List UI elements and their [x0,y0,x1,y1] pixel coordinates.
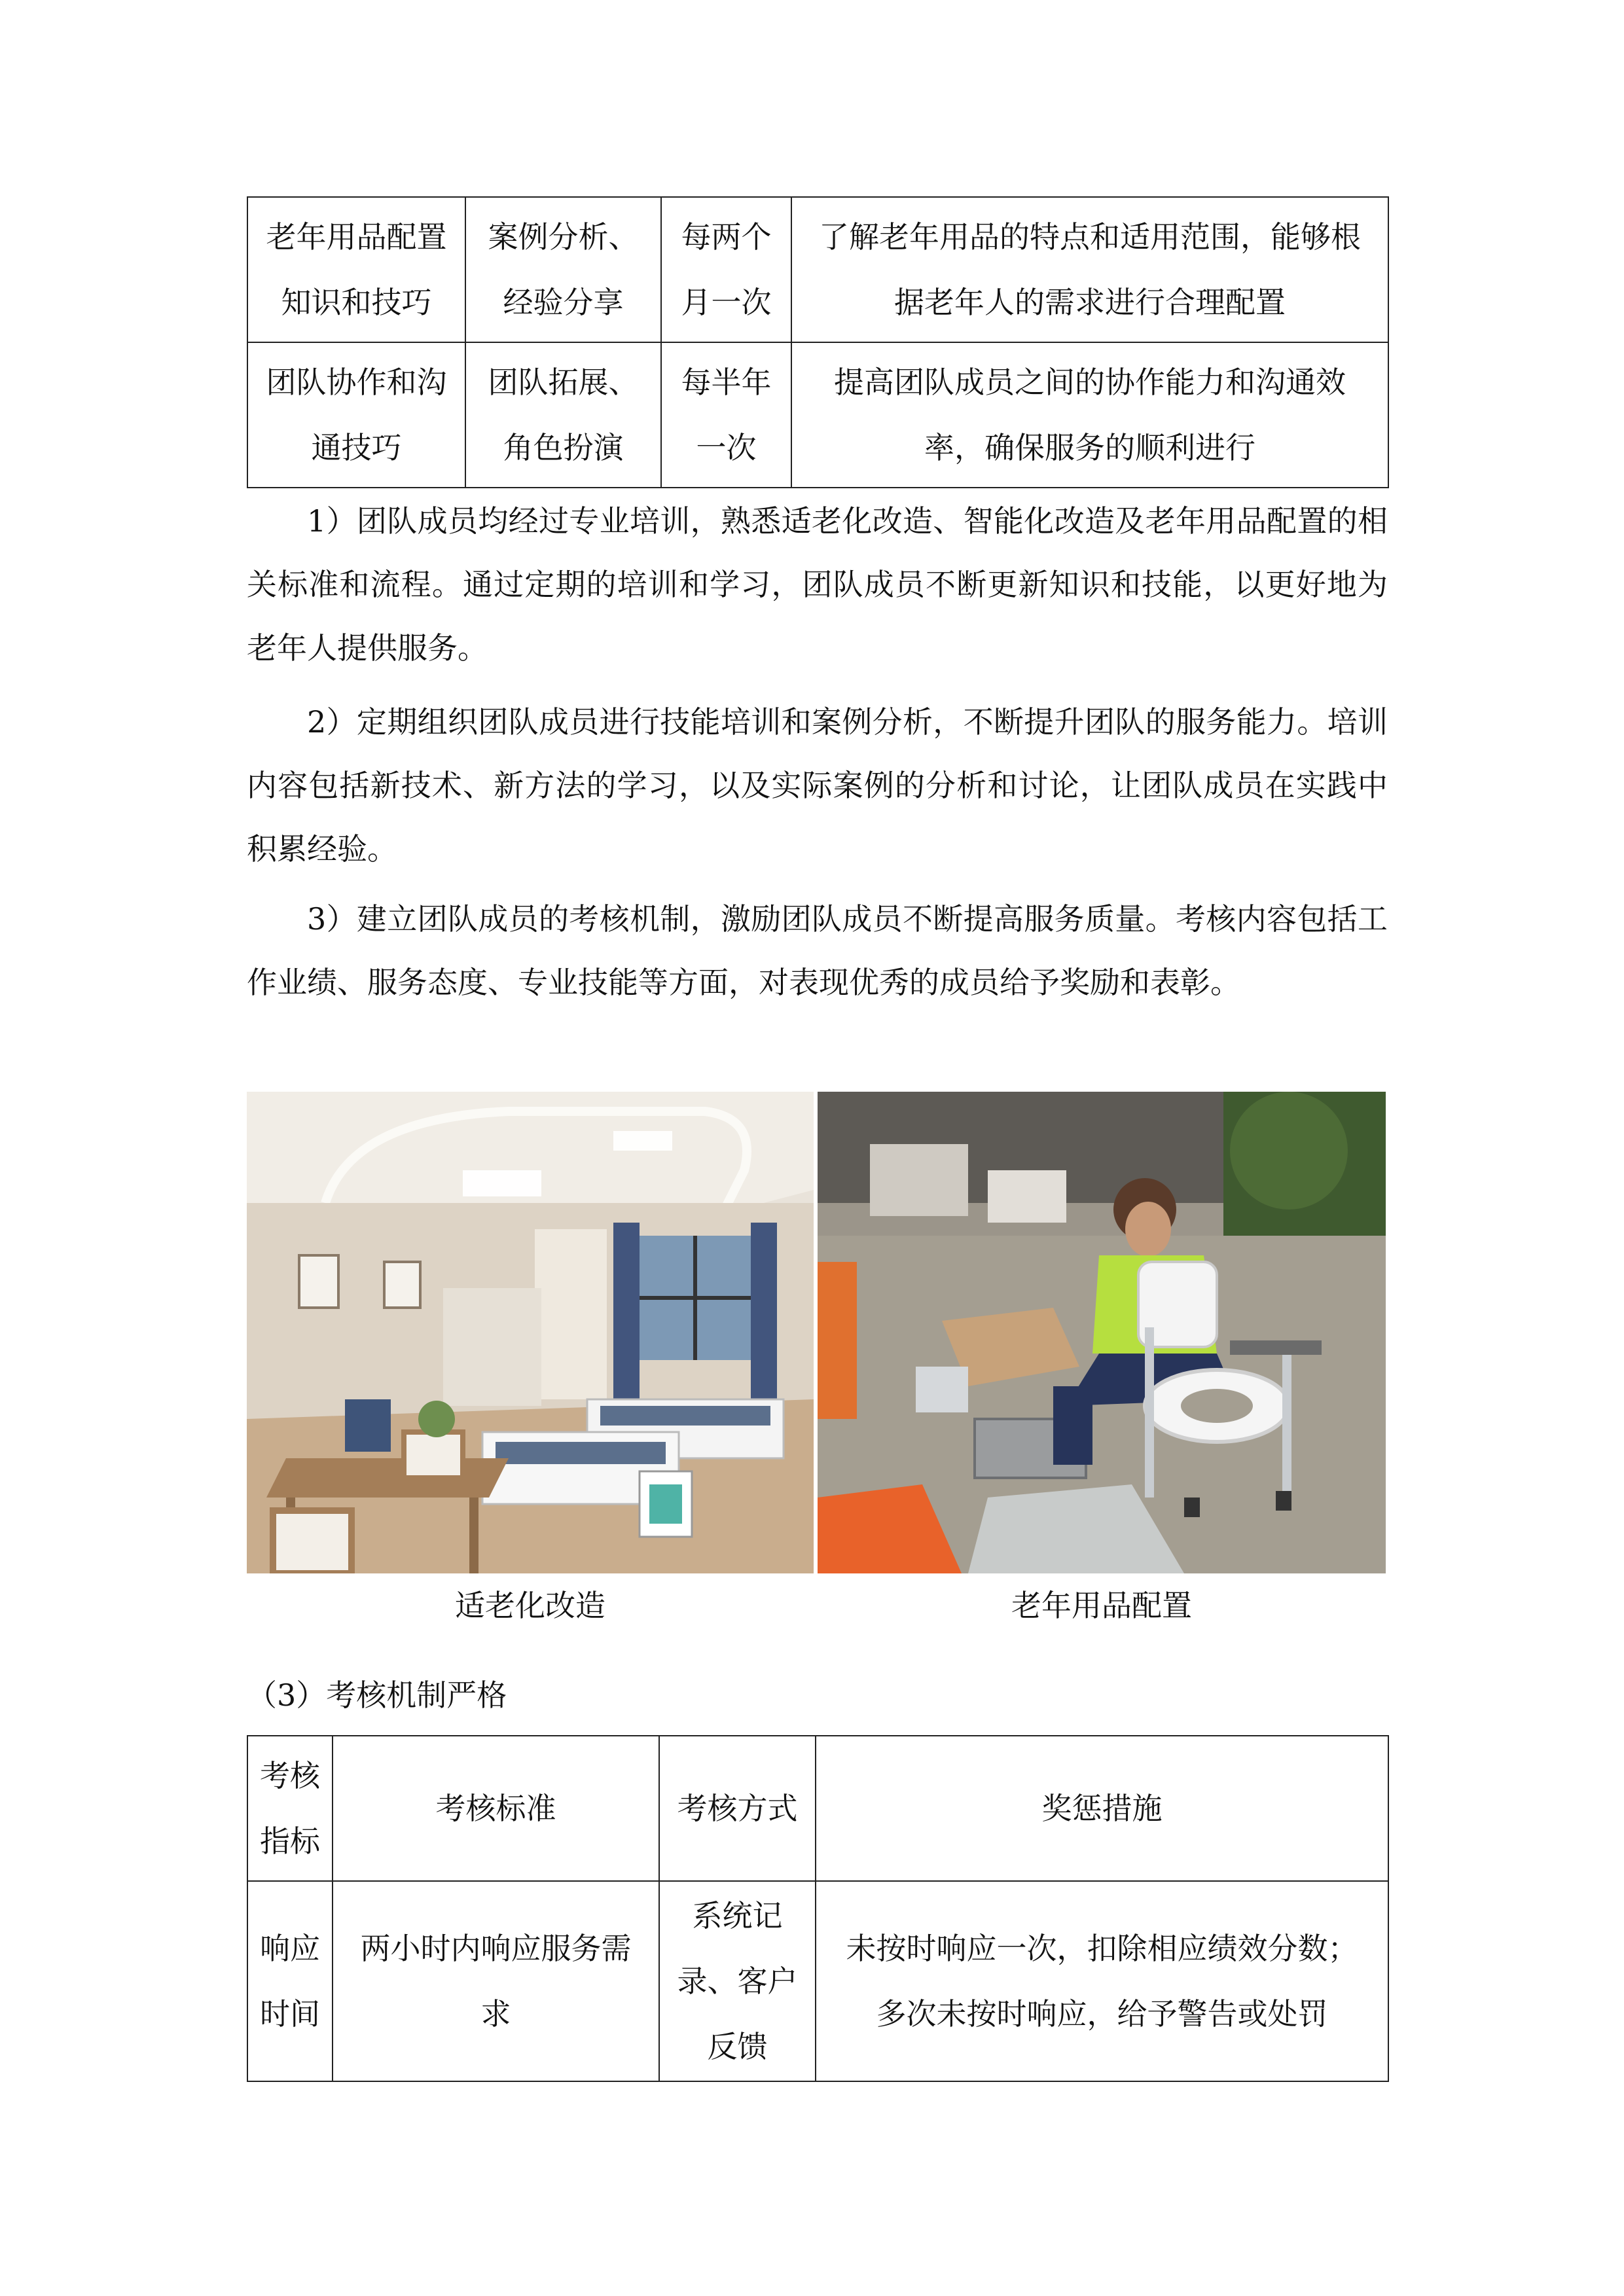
photo-caption-left: 适老化改造 [455,1588,605,1623]
assessment-standard: 两小时内响应服务需 求 [360,1931,632,2032]
training-method: 案例分析、 经验分享 [488,219,639,320]
table-cell [659,1881,816,2081]
training-method: 团队拓展、 角色扮演 [488,365,639,465]
training-content: 老年用品配置 知识和技巧 [266,219,447,320]
training-goal: 了解老年用品的特点和适用范围，能够根 据老年人的需求进行合理配置 [819,219,1361,320]
paragraph-2: 2）定期组织团队成员进行技能培训和案例分析，不断提升团队的服务能力。培训内容包括新技术、新方法的学习，以及实际案例的分析和讨论，让团队成员在实践中积累经验。 [247,704,1388,867]
table-cell [247,342,465,488]
table-header-cell [247,1736,333,1881]
table-cell [791,197,1388,342]
table-header-cell [333,1736,659,1881]
header-measures: 奖惩措施 [1041,1791,1163,1826]
assessment-indicator: 响应 时间 [260,1931,320,2032]
training-frequency: 每两个 月一次 [681,219,772,320]
table-row [247,197,1388,342]
table-cell [247,1881,333,2081]
equipment-photo [818,1092,1386,1573]
section-heading: （3）考核机制严格 [247,1677,507,1713]
assessment-measures: 未按时响应一次，扣除相应绩效分数； 多次未按时响应，给予警告或处罚 [846,1931,1358,2032]
table-cell [333,1881,659,2081]
photo-caption-right: 老年用品配置 [1011,1588,1192,1623]
table-cell [661,342,791,488]
training-content: 团队协作和沟 通技巧 [266,365,447,465]
table-cell [816,1881,1388,2081]
table-header-cell [659,1736,816,1881]
table-cell [465,197,661,342]
table-row [247,1881,1388,2081]
paragraph-3: 3）建立团队成员的考核机制，激励团队成员不断提高服务质量。考核内容包括工作业绩、服务态度、专业技能等方面，对表现优秀的成员给予奖励和表彰。 [247,901,1388,1000]
training-table [247,196,1389,488]
training-frequency: 每半年 一次 [681,365,772,465]
table-cell [465,342,661,488]
table-cell [791,342,1388,488]
header-standard: 考核标准 [435,1791,556,1826]
header-indicator: 考核 指标 [260,1758,320,1859]
table-cell [661,197,791,342]
renovation-photo [247,1092,814,1573]
assessment-method: 系统记 录、客户 反馈 [677,1898,798,2064]
header-method: 考核方式 [677,1791,798,1826]
table-row [247,342,1388,488]
training-goal: 提高团队成员之间的协作能力和沟通效 率，确保服务的顺利进行 [834,365,1346,465]
assessment-table [247,1735,1389,2082]
table-header-row [247,1736,1388,1881]
table-cell [247,197,465,342]
table-header-cell [816,1736,1388,1881]
paragraph-1: 1）团队成员均经过专业培训，熟悉适老化改造、智能化改造及老年用品配置的相关标准和流程。通过定期的培训和学习，团队成员不断更新知识和技能，以更好地为老年人提供服务。 [247,503,1388,666]
